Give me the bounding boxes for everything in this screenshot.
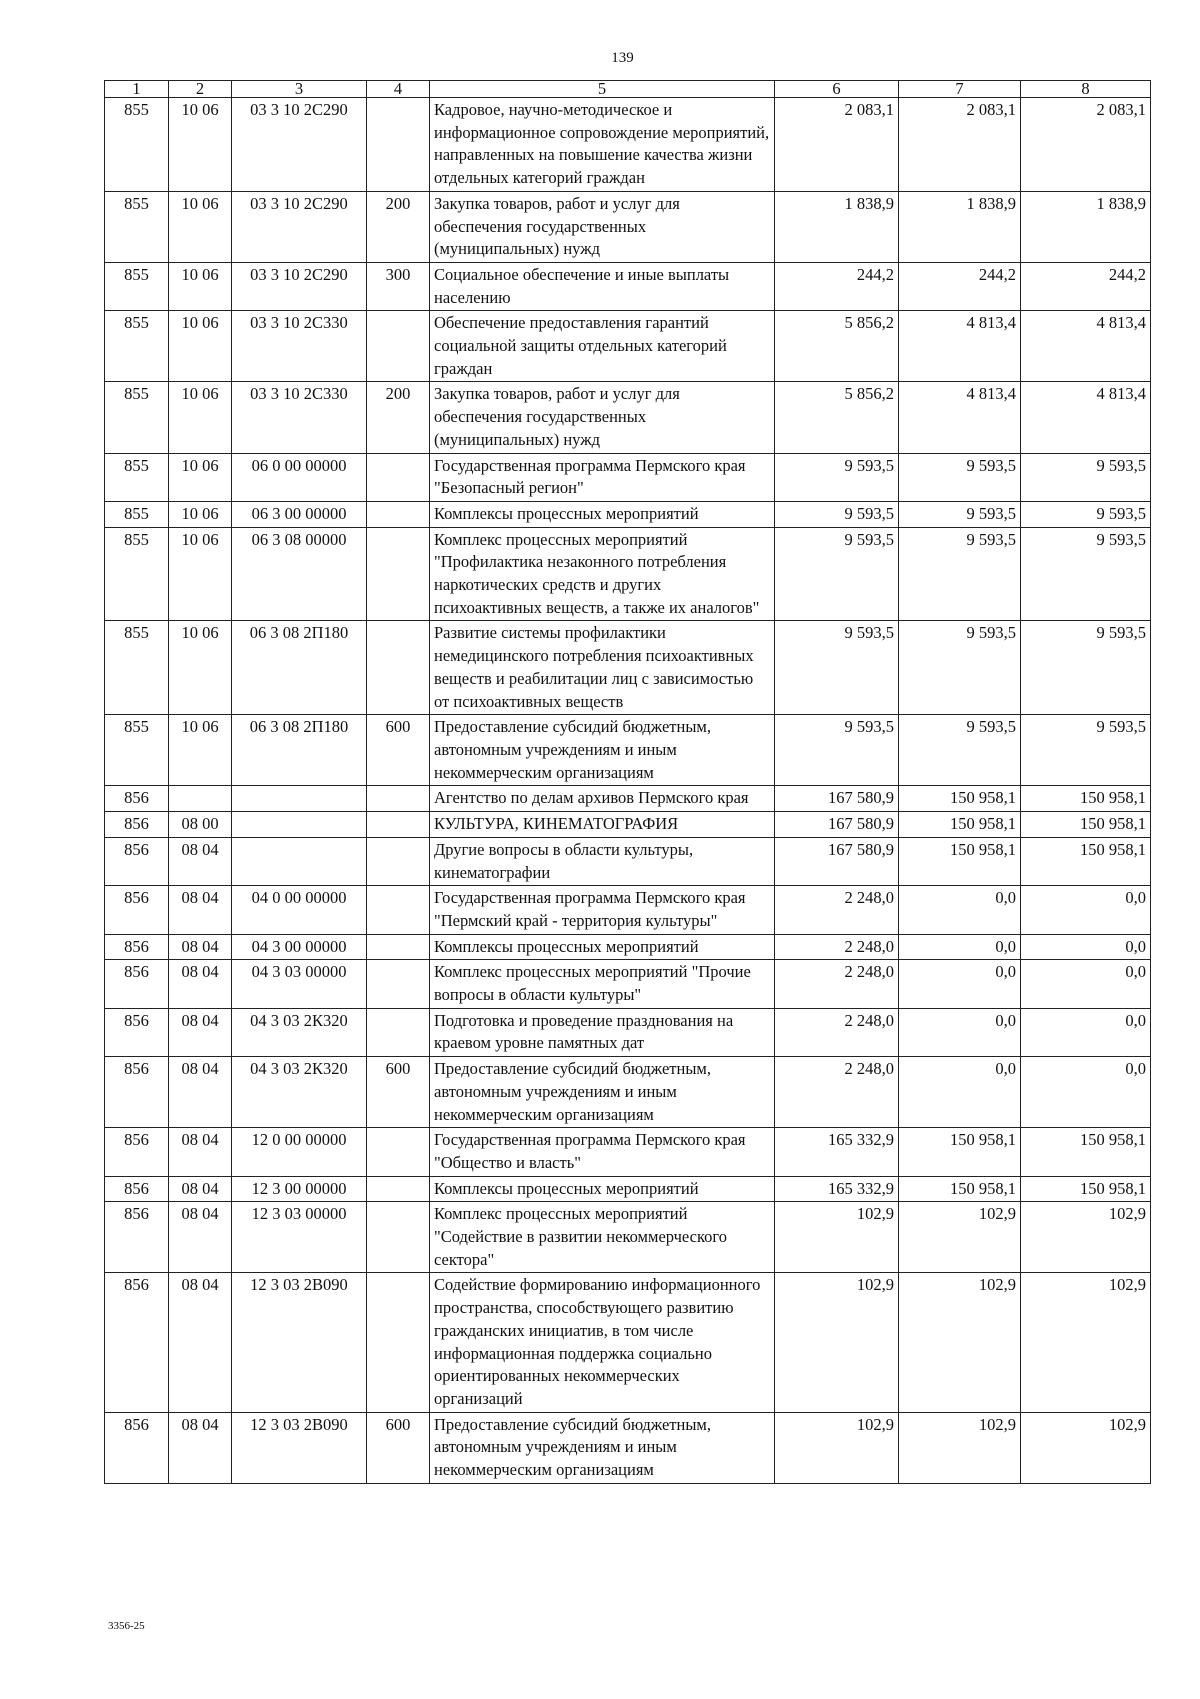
- expense-type-cell: [367, 453, 430, 501]
- section-code-cell: 08 04: [169, 1176, 232, 1202]
- expense-type-cell: [367, 1176, 430, 1202]
- amount-2025-cell: 0,0: [899, 1057, 1021, 1128]
- target-article-cell: 04 0 00 00000: [232, 886, 367, 934]
- amount-2024-cell: 102,9: [775, 1412, 899, 1483]
- ministry-code-cell: 856: [105, 1273, 169, 1412]
- description-cell: Кадровое, научно-методическое и информационное сопровождение мероприятий, направленных на повышение качества жизни отдельных категорий граждан: [430, 98, 775, 192]
- budget-table: [104, 80, 1151, 1484]
- section-code-cell: 08 04: [169, 934, 232, 960]
- amount-2024-cell: 9 593,5: [775, 715, 899, 786]
- table-row: [105, 501, 1151, 527]
- expense-type-cell: 300: [367, 262, 430, 310]
- ministry-code-cell: 856: [105, 1176, 169, 1202]
- table-row: [105, 527, 1151, 621]
- table-row: [105, 311, 1151, 382]
- amount-2025-cell: 150 958,1: [899, 837, 1021, 885]
- amount-2024-cell: 1 838,9: [775, 191, 899, 262]
- amount-2024-cell: 9 593,5: [775, 501, 899, 527]
- amount-2026-cell: 2 083,1: [1021, 98, 1151, 192]
- target-article-cell: 04 3 03 2К320: [232, 1008, 367, 1056]
- expense-type-cell: [367, 501, 430, 527]
- expense-type-cell: [367, 1202, 430, 1273]
- table-row: [105, 1128, 1151, 1176]
- amount-2026-cell: 244,2: [1021, 262, 1151, 310]
- ministry-code-cell: 855: [105, 527, 169, 621]
- section-code-cell: 10 06: [169, 527, 232, 621]
- table-row: [105, 960, 1151, 1008]
- expense-type-cell: [367, 621, 430, 715]
- description-cell: Агентство по делам архивов Пермского края: [430, 786, 775, 812]
- description-cell: Государственная программа Пермского края "Пермский край - территория культуры": [430, 886, 775, 934]
- amount-2025-cell: 0,0: [899, 960, 1021, 1008]
- amount-2024-cell: 2 248,0: [775, 1008, 899, 1056]
- column-header: 7: [899, 81, 1021, 98]
- amount-2025-cell: 244,2: [899, 262, 1021, 310]
- ministry-code-cell: 856: [105, 786, 169, 812]
- expense-type-cell: 200: [367, 191, 430, 262]
- amount-2026-cell: 102,9: [1021, 1412, 1151, 1483]
- ministry-code-cell: 856: [105, 1412, 169, 1483]
- amount-2025-cell: 150 958,1: [899, 812, 1021, 838]
- ministry-code-cell: 855: [105, 621, 169, 715]
- amount-2025-cell: 150 958,1: [899, 1128, 1021, 1176]
- description-cell: Предоставление субсидий бюджетным, автономным учреждениям и иным некоммерческим организациям: [430, 1412, 775, 1483]
- amount-2024-cell: 167 580,9: [775, 812, 899, 838]
- column-header: 3: [232, 81, 367, 98]
- table-row: [105, 886, 1151, 934]
- section-code-cell: 08 04: [169, 1057, 232, 1128]
- ministry-code-cell: 856: [105, 1057, 169, 1128]
- table-row: [105, 1273, 1151, 1412]
- amount-2026-cell: 0,0: [1021, 886, 1151, 934]
- expense-type-cell: [367, 1273, 430, 1412]
- section-code-cell: 08 00: [169, 812, 232, 838]
- description-cell: Государственная программа Пермского края "Безопасный регион": [430, 453, 775, 501]
- expense-type-cell: [367, 98, 430, 192]
- amount-2024-cell: 2 248,0: [775, 886, 899, 934]
- target-article-cell: 03 3 10 2С290: [232, 191, 367, 262]
- description-cell: Комплексы процессных мероприятий: [430, 1176, 775, 1202]
- description-cell: Комплексы процессных мероприятий: [430, 501, 775, 527]
- amount-2025-cell: 0,0: [899, 1008, 1021, 1056]
- section-code-cell: 08 04: [169, 1273, 232, 1412]
- target-article-cell: 04 3 00 00000: [232, 934, 367, 960]
- target-article-cell: 03 3 10 2С290: [232, 98, 367, 192]
- ministry-code-cell: 856: [105, 1128, 169, 1176]
- ministry-code-cell: 855: [105, 382, 169, 453]
- amount-2025-cell: 150 958,1: [899, 1176, 1021, 1202]
- description-cell: Комплекс процессных мероприятий "Содействие в развитии некоммерческого сектора": [430, 1202, 775, 1273]
- ministry-code-cell: 855: [105, 98, 169, 192]
- target-article-cell: 04 3 03 00000: [232, 960, 367, 1008]
- table-row: [105, 262, 1151, 310]
- expense-type-cell: 600: [367, 1412, 430, 1483]
- amount-2026-cell: 150 958,1: [1021, 786, 1151, 812]
- section-code-cell: 10 06: [169, 262, 232, 310]
- amount-2025-cell: 1 838,9: [899, 191, 1021, 262]
- table-row: [105, 453, 1151, 501]
- table-row: [105, 98, 1151, 192]
- amount-2025-cell: 4 813,4: [899, 311, 1021, 382]
- target-article-cell: 12 3 03 00000: [232, 1202, 367, 1273]
- target-article-cell: 03 3 10 2С330: [232, 382, 367, 453]
- amount-2026-cell: 0,0: [1021, 1008, 1151, 1056]
- ministry-code-cell: 855: [105, 501, 169, 527]
- description-cell: Подготовка и проведение празднования на краевом уровне памятных дат: [430, 1008, 775, 1056]
- description-cell: Закупка товаров, работ и услуг для обеспечения государственных (муниципальных) нужд: [430, 191, 775, 262]
- table-row: [105, 1008, 1151, 1056]
- amount-2026-cell: 150 958,1: [1021, 837, 1151, 885]
- ministry-code-cell: 856: [105, 1008, 169, 1056]
- amount-2024-cell: 2 248,0: [775, 934, 899, 960]
- amount-2024-cell: 2 083,1: [775, 98, 899, 192]
- amount-2026-cell: 9 593,5: [1021, 453, 1151, 501]
- ministry-code-cell: 855: [105, 262, 169, 310]
- target-article-cell: 12 3 00 00000: [232, 1176, 367, 1202]
- description-cell: Обеспечение предоставления гарантий социальной защиты отдельных категорий граждан: [430, 311, 775, 382]
- target-article-cell: 06 3 08 2П180: [232, 621, 367, 715]
- description-cell: Комплекс процессных мероприятий "Профилактика незаконного потребления наркотических средств и других психоактивных веществ, а также их аналогов": [430, 527, 775, 621]
- header-row: [105, 81, 1151, 98]
- table-row: [105, 1176, 1151, 1202]
- target-article-cell: 06 3 08 2П180: [232, 715, 367, 786]
- section-code-cell: 08 04: [169, 1202, 232, 1273]
- section-code-cell: 10 06: [169, 98, 232, 192]
- amount-2025-cell: 9 593,5: [899, 501, 1021, 527]
- amount-2026-cell: 102,9: [1021, 1202, 1151, 1273]
- target-article-cell: 06 3 08 00000: [232, 527, 367, 621]
- description-cell: Содействие формированию информационного пространства, способствующего развитию гражданских инициатив, в том числе информационная поддержка социально ориентированных некоммерческих организаций: [430, 1273, 775, 1412]
- amount-2024-cell: 167 580,9: [775, 786, 899, 812]
- ministry-code-cell: 856: [105, 837, 169, 885]
- description-cell: Социальное обеспечение и иные выплаты населению: [430, 262, 775, 310]
- amount-2026-cell: 1 838,9: [1021, 191, 1151, 262]
- amount-2024-cell: 165 332,9: [775, 1128, 899, 1176]
- expense-type-cell: [367, 812, 430, 838]
- amount-2025-cell: 9 593,5: [899, 527, 1021, 621]
- description-cell: КУЛЬТУРА, КИНЕМАТОГРАФИЯ: [430, 812, 775, 838]
- description-cell: Закупка товаров, работ и услуг для обеспечения государственных (муниципальных) нужд: [430, 382, 775, 453]
- amount-2026-cell: 0,0: [1021, 1057, 1151, 1128]
- section-code-cell: 08 04: [169, 1128, 232, 1176]
- amount-2026-cell: 150 958,1: [1021, 812, 1151, 838]
- amount-2024-cell: 102,9: [775, 1202, 899, 1273]
- amount-2026-cell: 150 958,1: [1021, 1176, 1151, 1202]
- expense-type-cell: [367, 527, 430, 621]
- ministry-code-cell: 856: [105, 960, 169, 1008]
- description-cell: Развитие системы профилактики немедицинского потребления психоактивных веществ и реабилитации лиц с зависимостью от психоактивных веществ: [430, 621, 775, 715]
- section-code-cell: 08 04: [169, 837, 232, 885]
- target-article-cell: 03 3 10 2С290: [232, 262, 367, 310]
- column-header: 6: [775, 81, 899, 98]
- amount-2024-cell: 2 248,0: [775, 1057, 899, 1128]
- section-code-cell: 08 04: [169, 1412, 232, 1483]
- amount-2024-cell: 9 593,5: [775, 527, 899, 621]
- section-code-cell: 08 04: [169, 960, 232, 1008]
- expense-type-cell: 200: [367, 382, 430, 453]
- amount-2025-cell: 0,0: [899, 886, 1021, 934]
- section-code-cell: 08 04: [169, 886, 232, 934]
- column-header: 5: [430, 81, 775, 98]
- amount-2026-cell: 9 593,5: [1021, 501, 1151, 527]
- section-code-cell: 10 06: [169, 715, 232, 786]
- ministry-code-cell: 856: [105, 886, 169, 934]
- ministry-code-cell: 856: [105, 1202, 169, 1273]
- amount-2025-cell: 9 593,5: [899, 715, 1021, 786]
- amount-2026-cell: 102,9: [1021, 1273, 1151, 1412]
- table-row: [105, 786, 1151, 812]
- expense-type-cell: [367, 934, 430, 960]
- description-cell: Комплексы процессных мероприятий: [430, 934, 775, 960]
- amount-2026-cell: 9 593,5: [1021, 527, 1151, 621]
- target-article-cell: 03 3 10 2С330: [232, 311, 367, 382]
- target-article-cell: [232, 786, 367, 812]
- section-code-cell: 10 06: [169, 453, 232, 501]
- amount-2024-cell: 244,2: [775, 262, 899, 310]
- amount-2026-cell: 0,0: [1021, 934, 1151, 960]
- expense-type-cell: [367, 786, 430, 812]
- section-code-cell: [169, 786, 232, 812]
- amount-2026-cell: 0,0: [1021, 960, 1151, 1008]
- table-body: [105, 98, 1151, 1484]
- table-row: [105, 715, 1151, 786]
- ministry-code-cell: 856: [105, 812, 169, 838]
- description-cell: Другие вопросы в области культуры, кинематографии: [430, 837, 775, 885]
- amount-2025-cell: 150 958,1: [899, 786, 1021, 812]
- amount-2025-cell: 102,9: [899, 1202, 1021, 1273]
- target-article-cell: 12 3 03 2В090: [232, 1273, 367, 1412]
- target-article-cell: 06 3 00 00000: [232, 501, 367, 527]
- amount-2024-cell: 165 332,9: [775, 1176, 899, 1202]
- table-row: [105, 621, 1151, 715]
- target-article-cell: 12 0 00 00000: [232, 1128, 367, 1176]
- expense-type-cell: [367, 837, 430, 885]
- amount-2024-cell: 2 248,0: [775, 960, 899, 1008]
- target-article-cell: 12 3 03 2В090: [232, 1412, 367, 1483]
- expense-type-cell: [367, 960, 430, 1008]
- amount-2025-cell: 9 593,5: [899, 453, 1021, 501]
- ministry-code-cell: 855: [105, 453, 169, 501]
- amount-2026-cell: 150 958,1: [1021, 1128, 1151, 1176]
- table-row: [105, 1202, 1151, 1273]
- description-cell: Государственная программа Пермского края "Общество и власть": [430, 1128, 775, 1176]
- table-row: [105, 191, 1151, 262]
- document-code: 3356-25: [108, 1620, 145, 1632]
- expense-type-cell: [367, 1008, 430, 1056]
- amount-2024-cell: 9 593,5: [775, 621, 899, 715]
- table-row: [105, 934, 1151, 960]
- section-code-cell: 10 06: [169, 191, 232, 262]
- ministry-code-cell: 856: [105, 934, 169, 960]
- section-code-cell: 10 06: [169, 311, 232, 382]
- amount-2025-cell: 4 813,4: [899, 382, 1021, 453]
- amount-2024-cell: 5 856,2: [775, 382, 899, 453]
- amount-2025-cell: 0,0: [899, 934, 1021, 960]
- description-cell: Комплекс процессных мероприятий "Прочие вопросы в области культуры": [430, 960, 775, 1008]
- target-article-cell: 06 0 00 00000: [232, 453, 367, 501]
- table-row: [105, 812, 1151, 838]
- target-article-cell: [232, 837, 367, 885]
- description-cell: Предоставление субсидий бюджетным, автономным учреждениям и иным некоммерческим организациям: [430, 715, 775, 786]
- column-header: 8: [1021, 81, 1151, 98]
- amount-2026-cell: 9 593,5: [1021, 715, 1151, 786]
- amount-2025-cell: 102,9: [899, 1412, 1021, 1483]
- expense-type-cell: [367, 1128, 430, 1176]
- page-number: 139: [611, 50, 634, 66]
- target-article-cell: 04 3 03 2К320: [232, 1057, 367, 1128]
- table-row: [105, 837, 1151, 885]
- description-cell: Предоставление субсидий бюджетным, автономным учреждениям и иным некоммерческим организациям: [430, 1057, 775, 1128]
- amount-2025-cell: 9 593,5: [899, 621, 1021, 715]
- amount-2024-cell: 5 856,2: [775, 311, 899, 382]
- expense-type-cell: [367, 886, 430, 934]
- amount-2024-cell: 167 580,9: [775, 837, 899, 885]
- table-row: [105, 1057, 1151, 1128]
- column-header: 2: [169, 81, 232, 98]
- section-code-cell: 08 04: [169, 1008, 232, 1056]
- column-header: 1: [105, 81, 169, 98]
- amount-2026-cell: 4 813,4: [1021, 382, 1151, 453]
- ministry-code-cell: 855: [105, 311, 169, 382]
- amount-2025-cell: 102,9: [899, 1273, 1021, 1412]
- amount-2026-cell: 4 813,4: [1021, 311, 1151, 382]
- amount-2024-cell: 102,9: [775, 1273, 899, 1412]
- column-header: 4: [367, 81, 430, 98]
- target-article-cell: [232, 812, 367, 838]
- table-row: [105, 382, 1151, 453]
- section-code-cell: 10 06: [169, 621, 232, 715]
- section-code-cell: 10 06: [169, 501, 232, 527]
- expense-type-cell: 600: [367, 715, 430, 786]
- amount-2024-cell: 9 593,5: [775, 453, 899, 501]
- ministry-code-cell: 855: [105, 191, 169, 262]
- ministry-code-cell: 855: [105, 715, 169, 786]
- amount-2025-cell: 2 083,1: [899, 98, 1021, 192]
- expense-type-cell: [367, 311, 430, 382]
- table-row: [105, 1412, 1151, 1483]
- section-code-cell: 10 06: [169, 382, 232, 453]
- expense-type-cell: 600: [367, 1057, 430, 1128]
- amount-2026-cell: 9 593,5: [1021, 621, 1151, 715]
